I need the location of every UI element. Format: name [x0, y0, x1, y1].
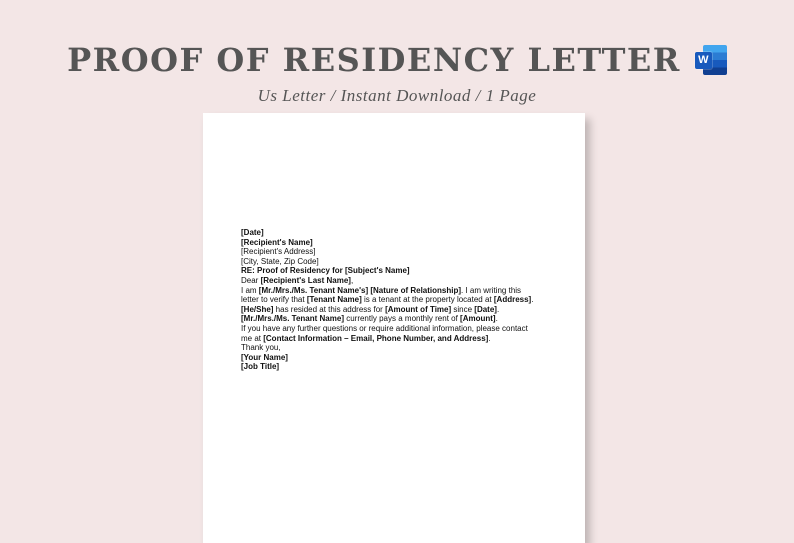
salutation-name: [Recipient's Last Name] — [260, 275, 351, 285]
body-text: I am — [241, 285, 259, 295]
body-text: . I am writing this letter to verify that — [241, 285, 522, 305]
body-field: [Amount] — [460, 314, 496, 324]
body-text: is a tenant at the property located at — [361, 295, 494, 305]
recipient-address: [Recipient's Address] — [241, 247, 316, 257]
body-text: . — [531, 295, 534, 305]
salutation-suffix: , — [350, 275, 354, 285]
body-text: currently pays a monthly rent of — [343, 314, 461, 324]
letter-body — [241, 228, 541, 372]
word-icon — [695, 45, 727, 75]
letter-date: [Date] — [241, 228, 264, 237]
signer-title: [Job Title] — [241, 362, 280, 372]
body-paragraph — [241, 286, 541, 324]
body-text: since — [451, 304, 475, 314]
letter-page — [203, 113, 585, 543]
word-icon-badge: W — [695, 52, 712, 69]
contact-field: [Contact Information – Email, Phone Number, and Address] — [263, 333, 489, 343]
body-text: . — [496, 304, 500, 314]
contact-paragraph — [241, 324, 541, 343]
body-field: [Mr./Mrs./Ms. Tenant Name] — [241, 314, 344, 324]
body-field: [He/She] — [241, 304, 274, 314]
body-field: [Tenant Name] — [306, 295, 362, 305]
salutation — [241, 276, 541, 286]
page-title: PROOF OF RESIDENCY LETTER — [67, 41, 681, 79]
body-field: [Date] — [474, 304, 497, 314]
signer-name: [Your Name] — [241, 352, 288, 362]
contact-text: If you have any further questions or require additional information, please contact me at — [241, 323, 528, 343]
body-field: [Nature of Relationship] — [370, 285, 462, 295]
body-field: [Mr./Mrs./Ms. Tenant Name's] — [258, 285, 369, 295]
body-text: . — [495, 314, 498, 324]
body-field: [Address] — [493, 295, 532, 305]
re-line: RE: Proof of Residency for [Subject's Name] — [241, 266, 410, 276]
recipient-city-state-zip: [City, State, Zip Code] — [241, 256, 319, 266]
body-text: has resided at this address for — [273, 304, 386, 314]
title-row — [0, 38, 794, 82]
subtitle: Us Letter / Instant Download / 1 Page — [257, 86, 537, 105]
salutation-prefix: Dear — [241, 275, 261, 285]
header — [0, 38, 794, 106]
body-field: [Amount of Time] — [385, 304, 452, 314]
contact-end: . — [488, 333, 491, 343]
recipient-name: [Recipient's Name] — [241, 237, 313, 247]
closing: Thank you, — [241, 343, 281, 353]
